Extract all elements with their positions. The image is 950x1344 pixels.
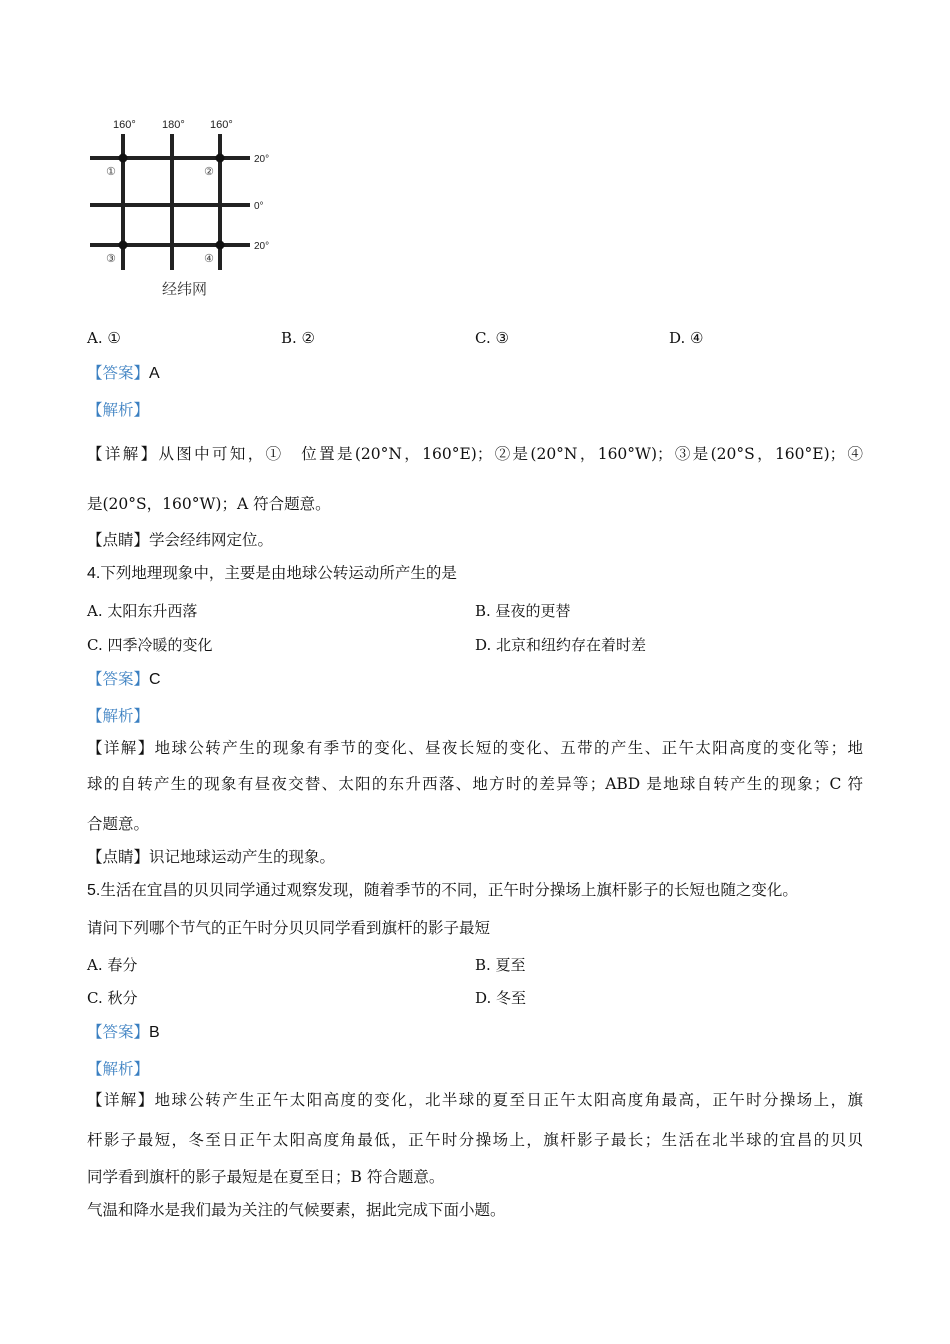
answer-tag: 【答案】	[87, 1023, 150, 1041]
option-d: D. 北京和纽约存在着时差	[475, 636, 647, 654]
point-label: ④	[204, 253, 214, 265]
detail-text: 杆影子最短，冬至日正午太阳高度角最低，正午时分操场上，旗杆影子最长；生活在北半球的宜昌的贝贝	[87, 1131, 863, 1149]
option-c: C. ③	[475, 329, 509, 347]
answer-tag: 【答案】	[87, 364, 150, 382]
point-label: ③	[106, 253, 116, 265]
point-marker	[119, 241, 128, 250]
option-a: A. 太阳东升西落	[87, 602, 198, 620]
answer-value: A	[149, 365, 160, 382]
answer-row	[87, 361, 160, 383]
option-a: A. ①	[87, 329, 121, 347]
option-a: A. 春分	[87, 956, 138, 974]
analysis-tag: 【解析】	[87, 707, 150, 725]
answer-row	[87, 1020, 160, 1042]
lon-label: 160°	[113, 119, 136, 131]
detail-tag: 【详解】	[87, 1091, 155, 1109]
tip-tag: 【点睛】	[87, 531, 150, 549]
detail-row	[87, 444, 863, 464]
point-label: ②	[204, 166, 214, 178]
detail-text: 从图中可知，① 位置是(20°N，160°E)；②是(20°N，160°W)；③是(20°S，160°E)；④	[158, 445, 863, 463]
point-marker	[216, 154, 225, 163]
lon-label: 180°	[162, 119, 185, 131]
detail-text: 地球公转产生的现象有季节的变化、昼夜长短的变化、五带的产生、正午太阳高度的变化等；地	[154, 739, 863, 757]
question-5-stem	[87, 880, 798, 900]
tip-tag: 【点睛】	[87, 848, 150, 866]
detail-text: 地球公转产生正午太阳高度的变化，北半球的夏至日正午太阳高度角最高，正午时分操场上，旗	[154, 1091, 863, 1109]
question-number: 5.	[87, 882, 101, 899]
option-c: C. 四季冷暖的变化	[87, 636, 213, 654]
point-label: ①	[106, 166, 116, 178]
detail-tag: 【详解】	[87, 739, 155, 757]
section-intro: 气温和降水是我们最为关注的气候要素，据此完成下面小题。	[87, 1201, 506, 1219]
option-d: D. 冬至	[475, 989, 527, 1007]
figure-caption: 经纬网	[162, 281, 208, 298]
answer-value: C	[149, 671, 161, 688]
option-b: B. 夏至	[475, 956, 526, 974]
detail-text-line: 合题意。	[87, 815, 150, 833]
option-b: B. ②	[281, 329, 316, 347]
analysis-tag: 【解析】	[87, 1060, 150, 1078]
question-text-line: 请问下列哪个节气的正午时分贝贝同学看到旗杆的影子最短	[87, 919, 491, 937]
lon-label: 160°	[210, 119, 233, 131]
detail-text-line	[87, 1130, 863, 1150]
detail-text-line	[87, 774, 863, 794]
option-c: C. 秋分	[87, 989, 138, 1007]
tip-text: 识记地球运动产生的现象。	[149, 848, 336, 866]
detail-text-line: 是(20°S，160°W)；A 符合题意。	[87, 495, 331, 513]
tip-text: 学会经纬网定位。	[149, 531, 274, 549]
option-d: D. ④	[669, 329, 704, 347]
answer-value: B	[149, 1024, 160, 1041]
question-4-stem	[87, 563, 457, 583]
detail-text: 球的自转产生的现象有昼夜交替、太阳的东升西落、地方时的差异等；ABD 是地球自转产生的现象；C 符	[87, 775, 863, 793]
lat-label: 0°	[254, 201, 264, 212]
graticule-figure	[80, 112, 290, 302]
question-number: 4.	[87, 565, 101, 582]
tip-row	[87, 847, 335, 867]
option-b: B. 昼夜的更替	[475, 602, 571, 620]
question-text: 生活在宜昌的贝贝同学通过观察发现，随着季节的不同，正午时分操场上旗杆影子的长短也随之变化。	[100, 881, 798, 899]
detail-row	[87, 1090, 863, 1110]
point-marker	[119, 154, 128, 163]
detail-row	[87, 738, 863, 758]
detail-tag: 【详解】	[87, 445, 159, 463]
tip-row	[87, 530, 273, 550]
analysis-tag: 【解析】	[87, 401, 150, 419]
lat-label: 20°	[254, 154, 270, 165]
answer-tag: 【答案】	[87, 670, 150, 688]
answer-row	[87, 667, 161, 689]
lat-label: 20°	[254, 241, 270, 252]
detail-text-line: 同学看到旗杆的影子最短是在夏至日；B 符合题意。	[87, 1168, 445, 1186]
point-marker	[216, 241, 225, 250]
question-text: 下列地理现象中，主要是由地球公转运动所产生的是	[100, 564, 457, 582]
